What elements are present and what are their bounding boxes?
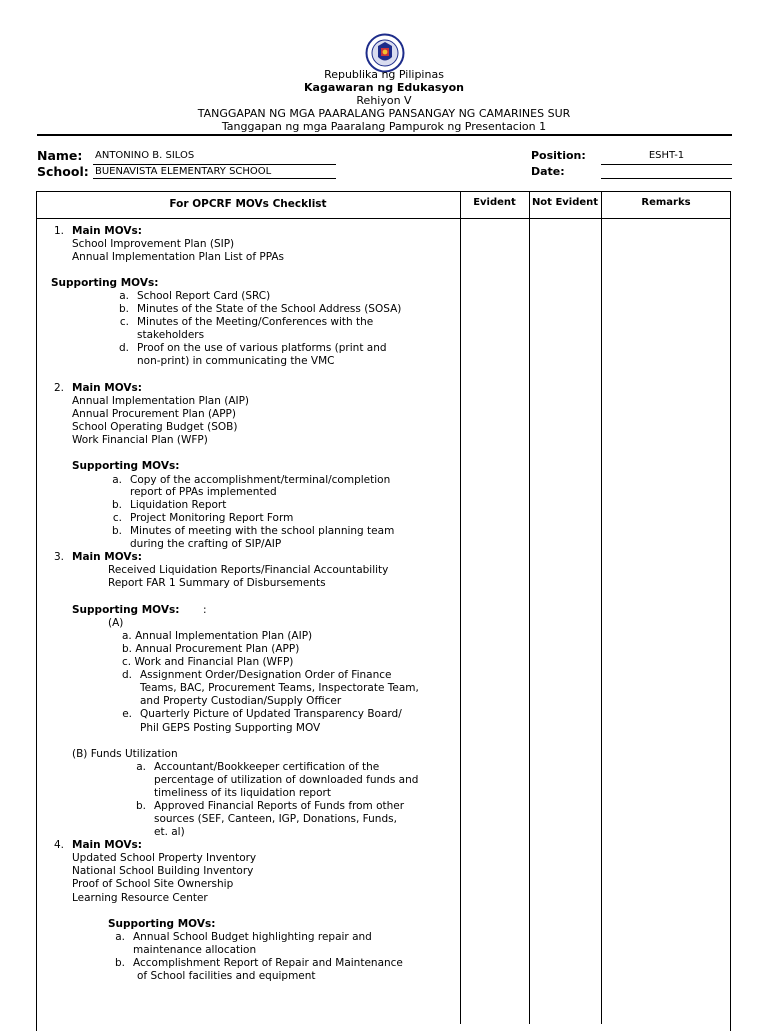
line-text: School Improvement Plan (SIP) bbox=[72, 238, 235, 250]
line-text: Work Financial Plan (WFP) bbox=[72, 434, 208, 446]
line-text: and Property Custodian/Supply Officer bbox=[140, 695, 342, 707]
list-marker: 2. bbox=[53, 382, 64, 394]
checklist-line bbox=[72, 434, 208, 447]
checklist-line bbox=[118, 342, 387, 355]
list-marker: c. bbox=[119, 316, 129, 328]
line-text: Approved Financial Reports of Funds from other bbox=[154, 800, 405, 812]
line-text: Proof on the use of various platforms (print and bbox=[137, 342, 387, 354]
list-marker: a. bbox=[136, 761, 146, 773]
checklist-line bbox=[130, 538, 281, 551]
line-text: a. Annual Implementation Plan (AIP) bbox=[122, 630, 313, 642]
line-text: Liquidation Report bbox=[130, 499, 227, 511]
checklist-line bbox=[53, 839, 142, 852]
checklist-line bbox=[137, 970, 316, 983]
line-text: School Operating Budget (SOB) bbox=[72, 421, 238, 433]
list-marker: b. bbox=[118, 303, 129, 315]
checklist-line bbox=[72, 408, 236, 421]
checklist-line bbox=[119, 316, 374, 329]
list-marker: d. bbox=[121, 669, 132, 681]
line-text: Updated School Property Inventory bbox=[72, 852, 257, 864]
checklist-line bbox=[108, 577, 326, 590]
line-text: et. al) bbox=[154, 826, 185, 838]
checklist-line bbox=[121, 669, 392, 682]
checklist-line bbox=[137, 329, 204, 342]
line-text: Annual Implementation Plan (AIP) bbox=[72, 395, 250, 407]
checklist-line bbox=[115, 931, 372, 944]
checklist-line bbox=[53, 225, 142, 238]
checklist-line bbox=[51, 277, 158, 290]
line-text: Annual Implementation Plan List of PPAs bbox=[72, 251, 285, 263]
line-text: Phil GEPS Posting Supporting MOV bbox=[140, 722, 321, 734]
list-marker: a. bbox=[119, 290, 129, 302]
region-line: Rehiyon V bbox=[356, 94, 412, 107]
checklist-line bbox=[72, 604, 179, 617]
line-text: Annual Procurement Plan (APP) bbox=[72, 408, 236, 420]
checklist-line bbox=[140, 682, 419, 695]
list-marker: b. bbox=[114, 957, 125, 969]
checklist-line bbox=[140, 722, 320, 735]
line-text: maintenance allocation bbox=[133, 944, 257, 956]
checklist-line bbox=[72, 395, 249, 408]
checklist-line bbox=[111, 525, 395, 538]
line-text: School Report Card (SRC) bbox=[137, 290, 271, 302]
list-marker: b. bbox=[111, 525, 122, 537]
line-text: Minutes of the Meeting/Conferences with the bbox=[137, 316, 374, 328]
checklist-line bbox=[130, 486, 277, 499]
position-value: ESHT-1 bbox=[648, 150, 685, 161]
school-label: School: bbox=[37, 164, 89, 179]
checklist-line bbox=[154, 813, 397, 826]
checklist-line bbox=[72, 251, 284, 264]
checklist-line bbox=[114, 957, 403, 970]
list-marker: d. bbox=[118, 342, 129, 354]
col-header-checklist: For OPCRF MOVs Checklist bbox=[169, 198, 327, 210]
checklist-line bbox=[112, 512, 294, 525]
checklist-line bbox=[154, 787, 331, 800]
line-text: b. Annual Procurement Plan (APP) bbox=[122, 643, 300, 655]
col-divider-remarks bbox=[601, 191, 602, 1024]
line-text: Accomplishment Report of Repair and Maintenance bbox=[133, 957, 403, 969]
list-marker: 1. bbox=[53, 225, 64, 237]
line-text: sources (SEF, Canteen, IGP, Donations, Funds, bbox=[154, 813, 397, 825]
checklist-line bbox=[108, 564, 388, 577]
position-underline bbox=[601, 164, 732, 165]
line-text: of School facilities and equipment bbox=[137, 970, 316, 982]
checklist-line bbox=[137, 355, 334, 368]
line-text: Learning Resource Center bbox=[72, 892, 208, 904]
school-value: BUENAVISTA ELEMENTARY SCHOOL bbox=[95, 166, 272, 177]
list-marker: b. bbox=[111, 499, 122, 511]
checklist-line bbox=[72, 878, 233, 891]
checklist-line bbox=[72, 852, 256, 865]
col-divider-not-evident bbox=[529, 191, 530, 1024]
line-text: Accountant/Bookkeeper certification of the bbox=[154, 761, 380, 773]
line-text: Supporting MOVs: bbox=[72, 604, 180, 616]
line-text: Minutes of meeting with the school planning team bbox=[130, 525, 395, 537]
list-marker: a. bbox=[115, 931, 125, 943]
col-header-evident: Evident bbox=[473, 197, 516, 208]
line-text: Copy of the accomplishment/terminal/completion bbox=[130, 474, 391, 486]
header-divider bbox=[37, 134, 732, 136]
checklist-line bbox=[72, 892, 208, 905]
line-text: Supporting MOVs: bbox=[108, 918, 216, 930]
line-text: report of PPAs implemented bbox=[130, 486, 277, 498]
checklist-line bbox=[111, 499, 227, 512]
checklist-line bbox=[72, 865, 253, 878]
line-text: National School Building Inventory bbox=[72, 865, 254, 877]
name-value: ANTONINO B. SILOS bbox=[95, 150, 195, 161]
checklist-line bbox=[119, 290, 271, 303]
line-text: Report FAR 1 Summary of Disbursements bbox=[108, 577, 326, 589]
list-marker: 3. bbox=[53, 551, 64, 563]
table-header-rule bbox=[36, 218, 731, 219]
checklist-line bbox=[122, 656, 293, 669]
checklist-line bbox=[154, 826, 185, 839]
checklist-line bbox=[136, 761, 380, 774]
line-text: Proof of School Site Ownership bbox=[72, 878, 234, 890]
division-line: TANGGAPAN NG MGA PAARALANG PANSANGAY NG CAMARINES SUR bbox=[197, 107, 571, 120]
checklist-line bbox=[72, 238, 234, 251]
name-label: Name: bbox=[37, 148, 83, 163]
checklist-line bbox=[140, 695, 341, 708]
col-divider-evident bbox=[460, 191, 461, 1024]
checklist-line bbox=[118, 303, 402, 316]
list-marker: 4. bbox=[53, 839, 64, 851]
checklist-line bbox=[135, 800, 405, 813]
line-text: timeliness of its liquidation report bbox=[154, 787, 331, 799]
line-text: Teams, BAC, Procurement Teams, Inspectorate Team, bbox=[140, 682, 419, 694]
line-text: : bbox=[203, 604, 207, 616]
checklist-line bbox=[72, 748, 178, 761]
line-text: Quarterly Picture of Updated Transparency Board/ bbox=[140, 708, 402, 720]
line-text: Annual School Budget highlighting repair and bbox=[133, 931, 372, 943]
line-text: Main MOVs: bbox=[72, 225, 142, 237]
name-underline bbox=[93, 164, 336, 165]
line-text: (A) bbox=[108, 617, 124, 629]
checklist-line bbox=[108, 918, 215, 931]
col-header-not-evident: Not Evident bbox=[531, 197, 599, 208]
checklist-line bbox=[108, 617, 123, 630]
checklist-line bbox=[203, 604, 207, 617]
date-label: Date: bbox=[531, 165, 565, 178]
deped-seal bbox=[361, 33, 409, 73]
line-text: during the crafting of SIP/AIP bbox=[130, 538, 282, 550]
line-text: Received Liquidation Reports/Financial Accountability bbox=[108, 564, 389, 576]
list-marker: c. bbox=[112, 512, 122, 524]
line-text: Minutes of the State of the School Address (SOSA) bbox=[137, 303, 402, 315]
list-marker: b. bbox=[135, 800, 146, 812]
position-label: Position: bbox=[531, 149, 586, 162]
line-text: c. Work and Financial Plan (WFP) bbox=[122, 656, 294, 668]
checklist-line bbox=[133, 944, 256, 957]
col-header-remarks: Remarks bbox=[641, 197, 691, 208]
line-text: non-print) in communicating the VMC bbox=[137, 355, 335, 367]
line-text: Main MOVs: bbox=[72, 551, 142, 563]
department-line: Kagawaran ng Edukasyon bbox=[304, 81, 464, 94]
list-marker: e. bbox=[122, 708, 132, 720]
school-underline bbox=[93, 178, 336, 179]
line-text: percentage of utilization of downloaded funds and bbox=[154, 774, 419, 786]
line-text: Main MOVs: bbox=[72, 382, 142, 394]
line-text: Project Monitoring Report Form bbox=[130, 512, 294, 524]
line-text: Supporting MOVs: bbox=[51, 277, 159, 289]
line-text: Main MOVs: bbox=[72, 839, 142, 851]
checklist-line bbox=[122, 643, 299, 656]
checklist-line bbox=[122, 708, 402, 721]
republic-line: Republika ng Pilipinas bbox=[324, 68, 444, 81]
line-text: Assignment Order/Designation Order of Finance bbox=[140, 669, 392, 681]
checklist-line bbox=[72, 460, 179, 473]
line-text: (B) Funds Utilization bbox=[72, 748, 178, 760]
date-underline bbox=[601, 178, 732, 179]
line-text: stakeholders bbox=[137, 329, 205, 341]
line-text: Supporting MOVs: bbox=[72, 460, 180, 472]
checklist-line bbox=[53, 382, 142, 395]
list-marker: a. bbox=[112, 474, 122, 486]
checklist-line bbox=[122, 630, 312, 643]
checklist-line bbox=[72, 421, 237, 434]
district-line: Tanggapan ng mga Paaralang Pampurok ng Presentacion 1 bbox=[221, 120, 547, 133]
checklist-line bbox=[53, 551, 142, 564]
checklist-line bbox=[154, 774, 418, 787]
